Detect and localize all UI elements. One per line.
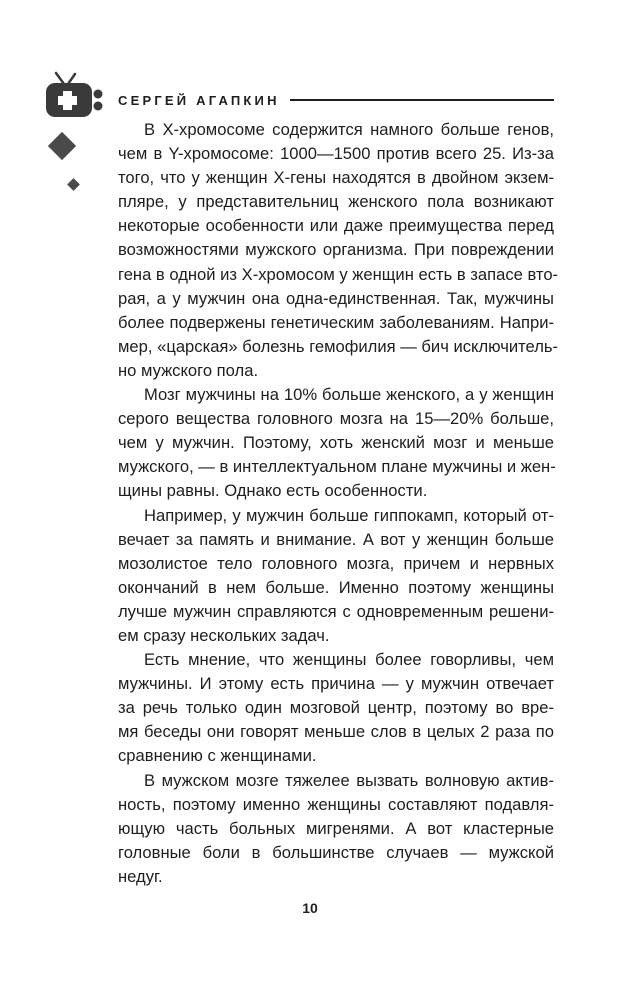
text-line: недуг. bbox=[118, 866, 163, 886]
tv-medical-cross-icon bbox=[42, 70, 106, 200]
text-line: окончаний в нем больше. Именно поэтому женщины bbox=[118, 577, 554, 597]
text-line: Например, у мужчин больше гиппокамп, который от- bbox=[144, 505, 554, 525]
text-line: мужского, — в интеллектуальном плане мужчины и жен- bbox=[118, 457, 556, 477]
text-line: мужчины. И этому есть причина — у мужчин отвечает bbox=[118, 674, 554, 694]
text-line: головные боли в большинстве случаев — мужской bbox=[118, 842, 554, 862]
text-line: более подвержены генетическим заболеваниям. Напри- bbox=[118, 312, 554, 332]
text-line: возможностями мужского организма. При повреждении bbox=[118, 240, 554, 260]
text-line: мер, «царская» болезнь гемофилия — бич исключитель- bbox=[118, 336, 559, 356]
text-line: Мозг мужчины на 10% больше женского, а у женщин bbox=[144, 385, 554, 405]
body-text bbox=[118, 118, 559, 889]
page-number: 10 bbox=[302, 900, 318, 916]
text-line: ность, поэтому именно женщины составляют подавля- bbox=[118, 794, 554, 814]
text-line: пляре, у представительниц женского пола возникают bbox=[118, 192, 554, 212]
text-line: гена в одной из X-хромосом у женщин есть в запасе вто- bbox=[118, 264, 559, 284]
text-line: мозолистое тело головного мозга, причем и нервных bbox=[118, 553, 554, 573]
text-line: того, что у женщин X-гены находятся в двойном экзем- bbox=[118, 168, 554, 188]
text-line: сравнению с женщинами. bbox=[118, 746, 317, 766]
running-header bbox=[118, 90, 554, 110]
header-rule bbox=[290, 99, 554, 101]
text-line: рая, а у мужчин она одна-единственная. Так, мужчины bbox=[118, 288, 554, 308]
text-line: В мужском мозге тяжелее вызвать волновую актив- bbox=[144, 770, 554, 790]
header-author: СЕРГЕЙ АГАПКИН bbox=[118, 92, 280, 108]
text-line: чем в Y-хромосоме: 1000—1500 против всего 25. Из-за bbox=[118, 144, 554, 164]
text-line: ем сразу нескольких задач. bbox=[118, 625, 330, 645]
text-line: чем у мужчин. Поэтому, хоть женский мозг и меньше bbox=[118, 433, 554, 453]
text-line: мя беседы они говорят меньше слов в целых 2 раза по bbox=[118, 722, 554, 742]
text-line: щины равны. Однако есть особенности. bbox=[118, 481, 428, 501]
paragraph bbox=[118, 118, 559, 383]
text-line: но мужского пола. bbox=[118, 360, 259, 380]
text-line: некоторые особенности или даже преимущества перед bbox=[118, 216, 554, 236]
paragraph bbox=[118, 769, 554, 889]
text-line: ющую часть больных мигренями. А вот кластерные bbox=[118, 818, 554, 838]
text-line: лучше мужчин справляются с одновременным решени- bbox=[118, 601, 554, 621]
text-line: Есть мнение, что женщины более говорливы, чем bbox=[144, 650, 554, 670]
paragraph bbox=[118, 648, 554, 768]
text-line: вечает за память и внимание. А вот у женщин больше bbox=[118, 529, 554, 549]
text-line: серого вещества головного мозга на 15—20% больше, bbox=[118, 409, 554, 429]
paragraph bbox=[118, 504, 554, 649]
paragraph bbox=[118, 383, 554, 503]
text-line: В X-хромосоме содержится намного больше генов, bbox=[144, 120, 554, 139]
text-line: за речь только один мозговой центр, поэтому во вре- bbox=[118, 698, 554, 718]
